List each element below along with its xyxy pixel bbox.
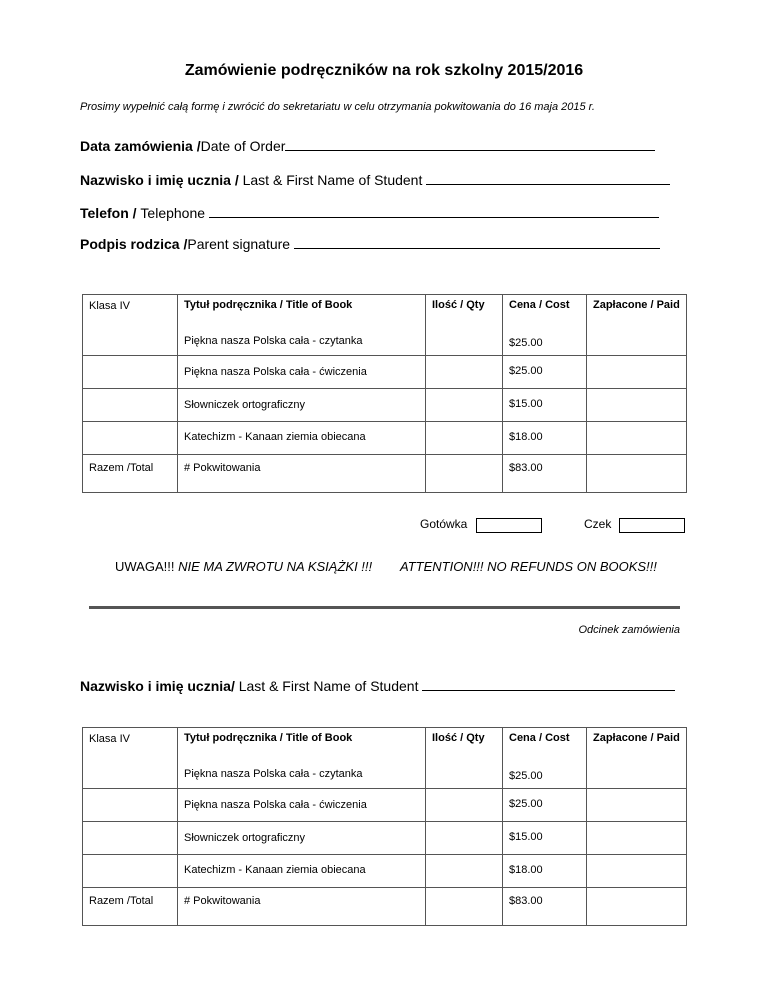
warning-en — [400, 559, 657, 574]
telephone-field[interactable] — [80, 204, 659, 221]
paid-cell[interactable] — [587, 422, 687, 455]
qty-cell[interactable] — [426, 822, 503, 855]
stub-label: Odcinek zamówienia — [578, 624, 680, 636]
total-cost-cell: $83.00 — [503, 455, 587, 493]
book-title-cell: Piękna nasza Polska cała - ćwiczenia — [178, 789, 426, 822]
qty-cell[interactable] — [426, 356, 503, 389]
class-cell-empty — [83, 822, 178, 855]
telephone-line[interactable] — [209, 204, 659, 218]
total-cost-cell: $83.00 — [503, 888, 587, 926]
book-cost-cell: $25.00 — [503, 356, 587, 389]
class-label: Klasa IV — [83, 295, 178, 356]
qty-cell[interactable] — [426, 455, 503, 493]
header-paid: Zapłacone / Paid — [587, 295, 687, 356]
instruction-text: Prosimy wypełnić całą formę i zwrócić do sekretariatu w celu otrzymania pokwitowania do 16 maja 2015 r. — [80, 101, 595, 113]
order-table-1 — [82, 294, 687, 493]
order-date-label-pl: Data zamówienia / — [80, 138, 201, 154]
order-date-field[interactable] — [80, 137, 655, 154]
qty-cell[interactable] — [426, 389, 503, 422]
order-table-2 — [82, 727, 687, 926]
parent-signature-line[interactable] — [294, 235, 660, 249]
cash-label: Gotówka — [420, 517, 468, 531]
book-cost-cell: $15.00 — [503, 389, 587, 422]
book-title-cell: Słowniczek ortograficzny — [178, 822, 426, 855]
book-title-cell: Katechizm - Kanaan ziemia obiecana — [178, 855, 426, 888]
order-date-label-en: Date of Order — [200, 138, 286, 154]
book-cost-cell: $25.00 — [503, 762, 587, 789]
warning-pl — [115, 559, 372, 574]
header-cost: Cena / Cost — [503, 728, 587, 762]
qty-cell[interactable] — [426, 789, 503, 822]
stub-student-name-label-en: Last & First Name of Student — [234, 678, 423, 694]
check-checkbox[interactable] — [619, 518, 685, 533]
book-title-cell: Katechizm - Kanaan ziemia obiecana — [178, 422, 426, 455]
class-label: Klasa IV — [83, 728, 178, 789]
header-qty: Ilość / Qty — [426, 295, 503, 356]
paid-cell[interactable] — [587, 389, 687, 422]
book-title-cell: Słowniczek ortograficzny — [178, 389, 426, 422]
stub-student-name-field[interactable] — [80, 677, 675, 694]
student-name-label-en: Last & First Name of Student — [242, 172, 427, 188]
book-cost-cell: $25.00 — [503, 329, 587, 356]
book-cost-cell: $18.00 — [503, 422, 587, 455]
warning-prefix: UWAGA!!! — [115, 559, 179, 574]
book-cost-cell: $15.00 — [503, 822, 587, 855]
paid-cell[interactable] — [587, 822, 687, 855]
class-cell-empty — [83, 789, 178, 822]
book-title-cell: Piękna nasza Polska cała - czytanka — [178, 329, 426, 356]
student-name-field[interactable] — [80, 171, 670, 188]
class-cell-empty — [83, 422, 178, 455]
telephone-label-pl: Telefon / — [80, 205, 141, 221]
parent-signature-label-pl: Podpis rodzica / — [80, 236, 188, 252]
class-cell-empty — [83, 389, 178, 422]
book-cost-cell: $18.00 — [503, 855, 587, 888]
qty-cell[interactable] — [426, 855, 503, 888]
paid-cell[interactable] — [587, 455, 687, 493]
page-title: Zamówienie podręczników na rok szkolny 2015/2016 — [184, 62, 584, 79]
separator-line — [89, 606, 680, 609]
receipt-number-label: # Pokwitowania — [178, 888, 426, 926]
qty-cell[interactable] — [426, 422, 503, 455]
total-label: Razem /Total — [83, 455, 178, 493]
header-title: Tytuł podręcznika / Title of Book — [178, 728, 426, 762]
student-name-label-pl: Nazwisko i imię ucznia / — [80, 172, 243, 188]
header-paid: Zapłacone / Paid — [587, 728, 687, 789]
paid-cell[interactable] — [587, 888, 687, 926]
warning-pl-text: NIE MA ZWROTU NA KSIĄŻKI !!! — [178, 559, 373, 574]
stub-student-name-label-pl: Nazwisko i imię ucznia/ — [80, 678, 235, 694]
stub-student-name-line[interactable] — [422, 677, 675, 691]
qty-cell[interactable] — [426, 888, 503, 926]
total-label: Razem /Total — [83, 888, 178, 926]
cash-checkbox[interactable] — [476, 518, 542, 533]
book-cost-cell: $25.00 — [503, 789, 587, 822]
student-name-line[interactable] — [426, 171, 670, 185]
header-qty: Ilość / Qty — [426, 728, 503, 789]
paid-cell[interactable] — [587, 789, 687, 822]
book-title-cell: Piękna nasza Polska cała - ćwiczenia — [178, 356, 426, 389]
paid-cell[interactable] — [587, 356, 687, 389]
class-cell-empty — [83, 855, 178, 888]
header-cost: Cena / Cost — [503, 295, 587, 329]
parent-signature-field[interactable] — [80, 235, 660, 252]
check-label: Czek — [584, 517, 612, 531]
book-title-cell: Piękna nasza Polska cała - czytanka — [178, 762, 426, 789]
warning-en-text: ATTENTION!!! NO REFUNDS ON BOOKS!!! — [400, 559, 657, 574]
receipt-number-label: # Pokwitowania — [178, 455, 426, 493]
class-cell-empty — [83, 356, 178, 389]
order-date-line[interactable] — [285, 137, 655, 151]
parent-signature-label-en: Parent signature — [187, 236, 294, 252]
paid-cell[interactable] — [587, 855, 687, 888]
header-title: Tytuł podręcznika / Title of Book — [178, 295, 426, 329]
telephone-label-en: Telephone — [140, 205, 209, 221]
